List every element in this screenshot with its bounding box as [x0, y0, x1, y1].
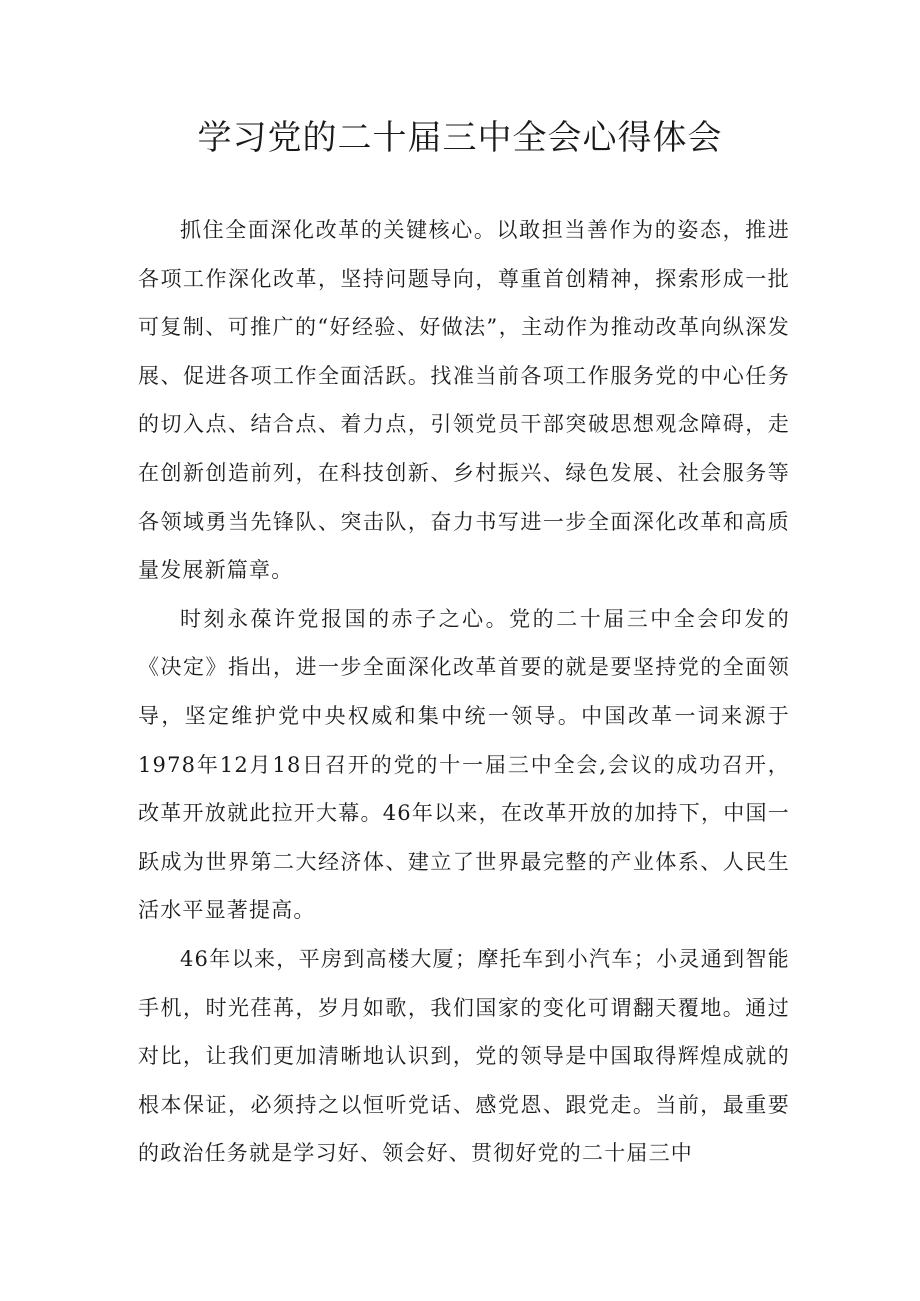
document-title: 学习党的二十届三中全会心得体会 [197, 118, 723, 158]
paragraph-1: 抓住全面深化改革的关键核心。以敢担当善作为的姿态，推进各项工作深化改革，坚持问题导向，尊重首创精神，探索形成一批可复制、可推广的“好经验、好做法”，主动作为推动改革向纵深发展、促进各项工作全面活跃。找准当前各项工作服务党的中心任务的切入点、结合点、着力点，引领党员干部突破思想观念障碍，走在创新创造前列，在科技创新、乡村振兴、绿色发展、社会服务等各领域勇当先锋队、突击队，奋力书写进一步全面深化改革和高质量发展新篇章。 [138, 218, 790, 583]
document-body [138, 206, 790, 1178]
paragraph-3: 46年以来，平房到高楼大厦；摩托车到小汽车；小灵通到智能手机，时光荏苒，岁月如歌，我们国家的变化可谓翻天覆地。通过对比，让我们更加清晰地认识到，党的领导是中国取得辉煌成就的根本保证，必须持之以恒听党话、感党恩、跟党走。当前，最重要的政治任务就是学习好、领会好、贯彻好党的二十届三中 [138, 946, 790, 1166]
paragraph-2: 时刻永葆许党报国的赤子之心。党的二十届三中全会印发的《决定》指出，进一步全面深化改革首要的就是要坚持党的全面领导，坚定维护党中央权威和集中统一领导。中国改革一词来源于1978年12月18日召开的党的十一届三中全会,会议的成功召开，改革开放就此拉开大幕。46年以来，在改革开放的加持下，中国一跃成为世界第二大经济体、建立了世界最完整的产业体系、人民生活水平显著提高。 [138, 606, 790, 923]
